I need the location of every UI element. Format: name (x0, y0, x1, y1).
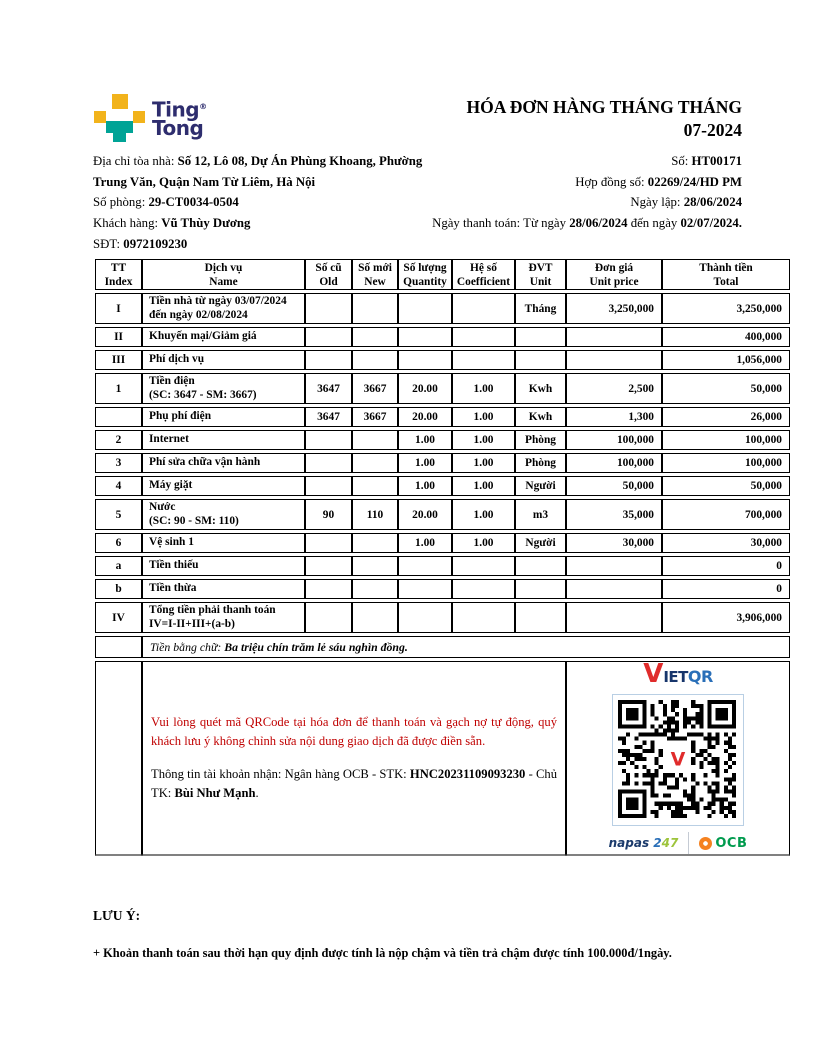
cell-total: 100,000 (662, 430, 790, 450)
cell-unit (515, 350, 566, 370)
cell-unit: Người (515, 476, 566, 496)
text-segment: Số phòng: (93, 195, 149, 210)
cell-idx: 4 (95, 476, 142, 496)
cell-name: Máy giặt (142, 476, 305, 496)
vietqr-logo (567, 662, 789, 689)
column-header: Số lượng Quantity (398, 259, 452, 290)
cell-price (566, 327, 662, 347)
cell-qty (398, 293, 452, 324)
invoice-footer (93, 908, 786, 961)
text-segment: Bùi Như Mạnh (174, 785, 256, 800)
cell-unit: Phòng (515, 453, 566, 473)
text-segment: Thông tin tài khoản nhận: Ngân hàng OCB - STK: (151, 767, 410, 781)
cell-new (352, 350, 398, 370)
cell-name: Internet (142, 430, 305, 450)
cell-unit: Phòng (515, 430, 566, 450)
cell-price: 3,250,000 (566, 293, 662, 324)
table-row (95, 476, 790, 496)
cell-new (352, 602, 398, 633)
cell-name: Phí dịch vụ (142, 350, 305, 370)
cell-qty (398, 350, 452, 370)
vietqr-block (566, 661, 790, 856)
table-row (95, 499, 790, 530)
text-segment: 02269/24/HD PM (647, 174, 742, 189)
ocb-logo: OCB (699, 836, 747, 851)
text-segment: 28/06/2024 (569, 216, 628, 231)
info-line (342, 172, 742, 193)
tingtong-logo (93, 94, 207, 147)
tingtong-logo-text (152, 94, 207, 140)
qr-center-mark: V (668, 750, 689, 771)
amount-in-words-row (95, 636, 790, 658)
cell-name: Nước (SC: 90 - SM: 110) (142, 499, 305, 530)
cell-old: 3647 (305, 373, 352, 404)
cell-name: Tiền thừa (142, 579, 305, 599)
cell-new (352, 579, 398, 599)
cell-new (352, 327, 398, 347)
cell-qty: 20.00 (398, 407, 452, 427)
table-row (95, 430, 790, 450)
qr-payment-note: Vui lòng quét mã QRCode tại hóa đơn để thanh toán và gạch nợ tự động, quý khách lưu ý không chỉnh sửa nội dung giao dịch đã được điền sẵn. (151, 715, 557, 749)
cell-idx: 5 (95, 499, 142, 530)
text-segment: 02/07/2024 (680, 216, 739, 231)
table-row (95, 533, 790, 553)
cell-price: 30,000 (566, 533, 662, 553)
cell-unit: Tháng (515, 293, 566, 324)
amount-in-words-value: Ba triệu chín trăm lẻ sáu nghìn đồng. (224, 639, 408, 654)
cell-unit: Kwh (515, 407, 566, 427)
table-row (95, 373, 790, 404)
cell-name: Tiền điện (SC: 3647 - SM: 3667) (142, 373, 305, 404)
cell-unit (515, 602, 566, 633)
cell-old (305, 602, 352, 633)
logo-word-2: Tong (152, 115, 204, 140)
cell-total: 26,000 (662, 407, 790, 427)
cell-old (305, 476, 352, 496)
text-segment: HNC20231109093230 (409, 767, 526, 781)
text-segment: Địa chỉ tòa nhà: (93, 154, 178, 168)
info-line (342, 151, 742, 172)
cell-total: 30,000 (662, 533, 790, 553)
payment-instructions (142, 661, 566, 856)
cell-price (566, 556, 662, 576)
tingtong-logo-icon (93, 94, 145, 147)
cell-coef: 1.00 (452, 533, 515, 553)
cell-new (352, 453, 398, 473)
cell-price (566, 579, 662, 599)
cell-qty: 20.00 (398, 499, 452, 530)
cell-qty: 1.00 (398, 453, 452, 473)
cell-unit: Người (515, 533, 566, 553)
table-row (95, 579, 790, 599)
cell-old (305, 453, 352, 473)
cell-total: 50,000 (662, 373, 790, 404)
info-line (93, 234, 445, 255)
cell-new (352, 476, 398, 496)
cell-price: 100,000 (566, 430, 662, 450)
cell-qty: 1.00 (398, 476, 452, 496)
table-row (95, 407, 790, 427)
cell-price: 2,500 (566, 373, 662, 404)
cell-name: Phí sửa chữa vận hành (142, 453, 305, 473)
cell-price: 50,000 (566, 476, 662, 496)
cell-name: Phụ phí điện (142, 407, 305, 427)
cell-new: 3667 (352, 407, 398, 427)
cell-coef: 1.00 (452, 373, 515, 404)
text-segment: SĐT: (93, 236, 124, 251)
cell-new: 110 (352, 499, 398, 530)
payment-network-logos (567, 832, 789, 854)
column-header: TT Index (95, 259, 142, 290)
cell-name: Tổng tiền phải thanh toán IV=I-II+III+(a-b) (142, 602, 305, 633)
cell-coef: 1.00 (452, 476, 515, 496)
cell-idx: 6 (95, 533, 142, 553)
cell-old (305, 533, 352, 553)
cell-old (305, 430, 352, 450)
table-row (95, 350, 790, 370)
empty-cell (95, 636, 142, 658)
text-segment: Ngày lập: (630, 195, 684, 210)
text-segment: 0972109230 (123, 236, 188, 251)
cell-total: 1,056,000 (662, 350, 790, 370)
logo-word-1: Ting (152, 97, 200, 122)
cell-new (352, 430, 398, 450)
invoice-title: HÓA ĐƠN HÀNG THÁNG THÁNG 07-2024 (466, 97, 742, 140)
cell-qty: 1.00 (398, 430, 452, 450)
cell-idx: III (95, 350, 142, 370)
cell-new (352, 533, 398, 553)
cell-name: Tiền nhà từ ngày 03/07/2024 đến ngày 02/08/2024 (142, 293, 305, 324)
amount-in-words (142, 636, 790, 658)
qr-code (612, 694, 744, 826)
logo-divider (688, 832, 689, 854)
text-segment: Ngày thanh toán: Từ ngày (432, 216, 570, 231)
cell-new (352, 556, 398, 576)
napas-logo: napas 247 (608, 836, 679, 850)
cell-old (305, 293, 352, 324)
cell-total: 0 (662, 579, 790, 599)
cell-unit (515, 327, 566, 347)
cell-coef (452, 350, 515, 370)
text-segment: Khách hàng: (93, 216, 162, 231)
registered-mark: ® (199, 102, 207, 111)
cell-total: 100,000 (662, 453, 790, 473)
charges-table (95, 256, 790, 859)
invoice-info (93, 151, 742, 256)
cell-coef: 1.00 (452, 499, 515, 530)
invoice-meta (342, 151, 742, 234)
table-header-row (95, 259, 790, 290)
ocb-logo-icon (699, 837, 712, 850)
cell-total: 3,906,000 (662, 602, 790, 633)
cell-idx (95, 407, 142, 427)
text-segment: . (738, 216, 742, 231)
footer-note: + Khoản thanh toán sau thời hạn quy định được tính là nộp chậm và tiền trả chậm được tính 100.000đ/1ngày. (93, 946, 672, 960)
text-segment: Hợp đồng số: (575, 174, 648, 189)
cell-qty (398, 556, 452, 576)
cell-old: 90 (305, 499, 352, 530)
cell-unit (515, 579, 566, 599)
table-row (95, 453, 790, 473)
payment-row (95, 661, 790, 856)
info-line (342, 213, 742, 234)
column-header: Hệ số Coefficient (452, 259, 515, 290)
column-header: Dịch vụ Name (142, 259, 305, 290)
text-segment: Vũ Thùy Dương (161, 216, 251, 231)
text-segment: Số: (671, 154, 692, 168)
bank-account-info (151, 765, 557, 803)
cell-old (305, 579, 352, 599)
cell-coef: 1.00 (452, 430, 515, 450)
table-row (95, 556, 790, 576)
cell-total: 50,000 (662, 476, 790, 496)
cell-price (566, 350, 662, 370)
cell-price: 1,300 (566, 407, 662, 427)
cell-coef (452, 293, 515, 324)
column-header: Số mới New (352, 259, 398, 290)
cell-idx: a (95, 556, 142, 576)
cell-idx: I (95, 293, 142, 324)
cell-total: 700,000 (662, 499, 790, 530)
info-line (342, 192, 742, 213)
cell-price: 35,000 (566, 499, 662, 530)
text-segment: 28/06/2024 (683, 195, 742, 210)
column-header: Thành tiền Total (662, 259, 790, 290)
cell-idx: b (95, 579, 142, 599)
text-segment: đến ngày (627, 216, 681, 231)
table-row (95, 327, 790, 347)
cell-idx: 2 (95, 430, 142, 450)
cell-coef: 1.00 (452, 407, 515, 427)
text-segment: Số 12, Lô 08, Dự Án Phùng Khoang, Phường Trung Văn, Quận Nam Từ Liêm, Hà Nội (93, 154, 423, 189)
cell-qty (398, 602, 452, 633)
cell-unit: Kwh (515, 373, 566, 404)
cell-coef (452, 327, 515, 347)
vietqr-logo-v: V (643, 661, 664, 689)
cell-qty (398, 327, 452, 347)
table-row (95, 602, 790, 633)
cell-total: 3,250,000 (662, 293, 790, 324)
cell-old (305, 350, 352, 370)
cell-name: Vệ sinh 1 (142, 533, 305, 553)
column-header: ĐVT Unit (515, 259, 566, 290)
cell-idx: 3 (95, 453, 142, 473)
cell-coef (452, 602, 515, 633)
column-header: Đơn giá Unit price (566, 259, 662, 290)
vietqr-logo-iet: IET (663, 668, 688, 686)
cell-new (352, 293, 398, 324)
footer-heading: LƯU Ý: (93, 908, 141, 923)
cell-name: Tiền thiếu (142, 556, 305, 576)
text-segment: - Chủ TK: (151, 767, 557, 800)
cell-old: 3647 (305, 407, 352, 427)
vietqr-logo-qr: QR (687, 667, 713, 686)
cell-unit (515, 556, 566, 576)
cell-qty: 1.00 (398, 533, 452, 553)
cell-total: 400,000 (662, 327, 790, 347)
column-header: Số cũ Old (305, 259, 352, 290)
cell-new: 3667 (352, 373, 398, 404)
cell-qty (398, 579, 452, 599)
amount-in-words-label: Tiền bằng chữ: (150, 639, 225, 654)
text-segment: . (255, 785, 259, 800)
cell-unit: m3 (515, 499, 566, 530)
text-segment: HT00171 (691, 154, 742, 168)
cell-price (566, 602, 662, 633)
cell-coef (452, 579, 515, 599)
cell-total: 0 (662, 556, 790, 576)
cell-idx: 1 (95, 373, 142, 404)
text-segment: 29-CT0034-0504 (148, 195, 239, 210)
cell-coef (452, 556, 515, 576)
cell-price: 100,000 (566, 453, 662, 473)
cell-idx: IV (95, 602, 142, 633)
cell-qty: 20.00 (398, 373, 452, 404)
cell-idx: II (95, 327, 142, 347)
cell-name: Khuyến mại/Giảm giá (142, 327, 305, 347)
cell-old (305, 556, 352, 576)
empty-cell (95, 661, 142, 856)
table-row (95, 293, 790, 324)
cell-coef: 1.00 (452, 453, 515, 473)
cell-old (305, 327, 352, 347)
